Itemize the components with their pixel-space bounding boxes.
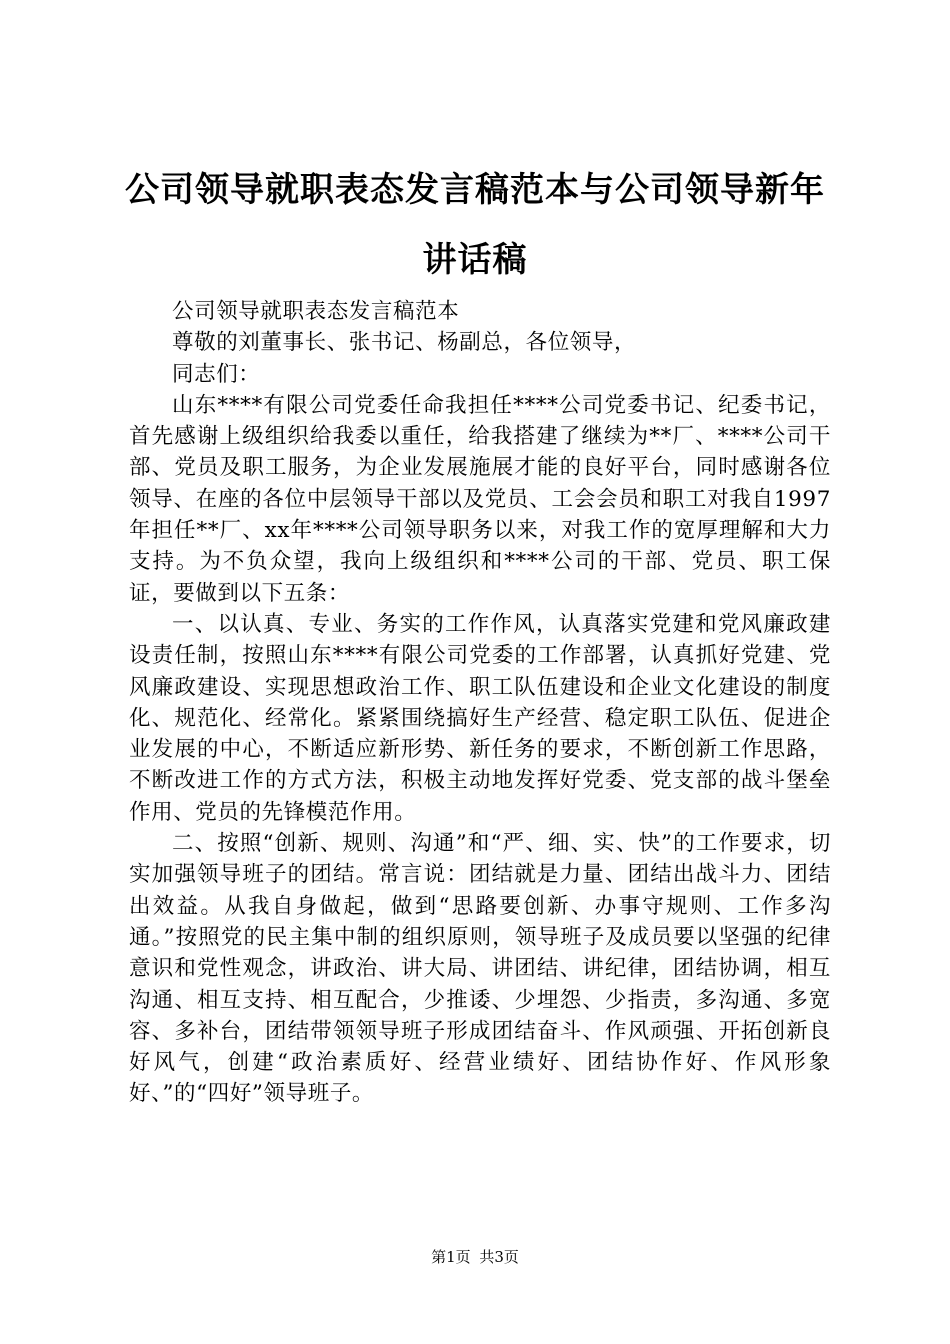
salutation-line: 同志们：	[172, 361, 261, 387]
section-heading: 公司领导就职表态发言稿范本	[172, 299, 460, 324]
page-total: 共3页	[479, 1248, 519, 1266]
body-paragraph: 一、以认真、专业、务实的工作作风，认真落实党建和党风廉政建设责任制，按照山东****有限公司党委的工作部署，认真抓好党建、党风廉政建设、实现思想政治工作、职工队伍建设和企业文化建设的制度化、规范化、经常化。紧紧围绕搞好生产经营、稳定职工队伍、促进企业发展的中心，不断适应新形势、新任务的要求，不断创新工作思路，不断改进工作的方式方法，积极主动地发挥好党委、党支部的战斗堡垒作用、党员的先锋模范作用。	[129, 611, 831, 825]
page-number: 第1页	[431, 1248, 471, 1266]
body-paragraph: 山东****有限公司党委任命我担任****公司党委书记、纪委书记，首先感谢上级组织给我委以重任，给我搭建了继续为**厂、****公司干部、党员及职工服务，为企业发展施展才能的良好平台，同时感谢各位领导、在座的各位中层领导干部以及党员、工会会员和职工对我自1997年担任**厂、xx年****公司领导职务以来，对我工作的宽厚理解和大力支持。为不负众望，我向上级组织和****公司的干部、党员、职工保证，要做到以下五条：	[129, 392, 831, 606]
document-title: 公司领导就职表态发言稿范本与公司领导新年讲话稿	[125, 170, 825, 280]
body-paragraph: 二、按照“创新、规则、沟通”和“严、细、实、快”的工作要求，切实加强领导班子的团结。常言说：团结就是力量、团结出战斗力、团结出效益。从我自身做起，做到“思路要创新、办事守规则、工作多沟通。”按照党的民主集中制的组织原则，领导班子及成员要以坚强的纪律意识和党性观念，讲政治、讲大局、讲团结、讲纪律，团结协调，相互沟通、相互支持、相互配合，少推诿、少埋怨、少指责，多沟通、多宽容、多补台，团结带领领导班子形成团结奋斗、作风顽强、开拓创新良好风气，创建“政治素质好、经营业绩好、团结协作好、作风形象好、”的“四好”领导班子。	[129, 831, 831, 1107]
document-body	[129, 296, 831, 1110]
page-footer	[0, 1247, 950, 1267]
salutation-line: 尊敬的刘董事长、张书记、杨副总，各位领导，	[172, 330, 637, 356]
